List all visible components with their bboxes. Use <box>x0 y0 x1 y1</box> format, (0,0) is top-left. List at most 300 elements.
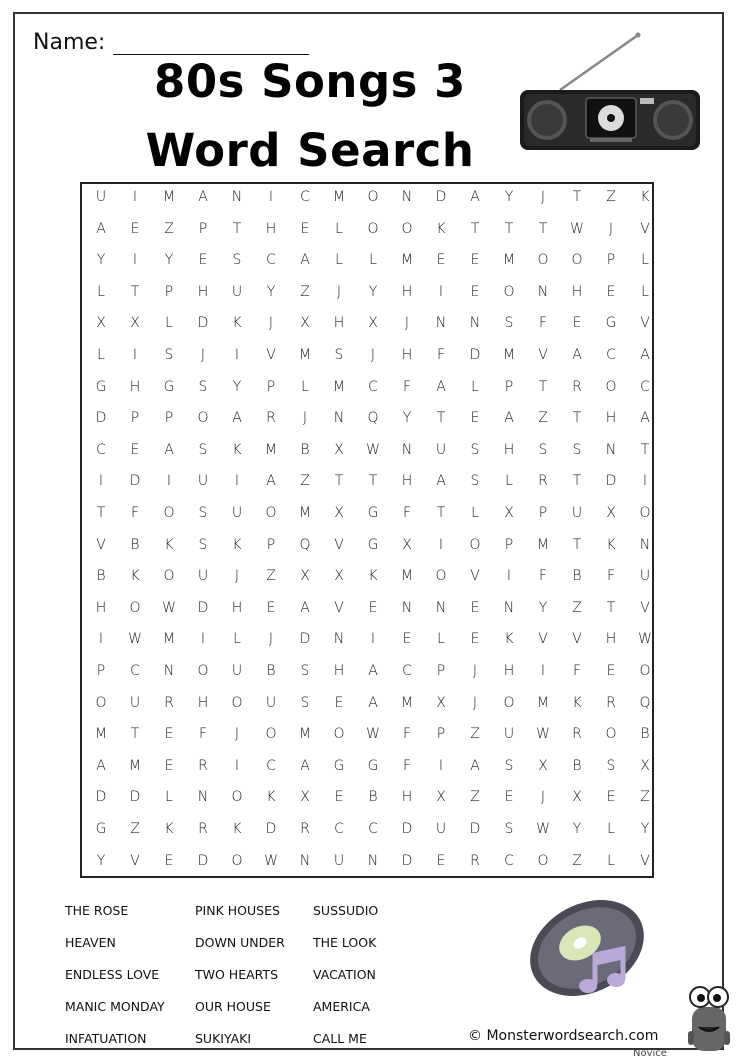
grid-letter[interactable]: M <box>502 347 516 363</box>
grid-letter[interactable]: D <box>265 821 277 837</box>
grid-letter[interactable]: L <box>97 283 105 300</box>
grid-letter[interactable]: L <box>301 378 309 395</box>
grid-letter[interactable]: X <box>538 757 548 774</box>
grid-letter[interactable]: O <box>163 568 175 585</box>
grid-letter[interactable]: M <box>128 757 142 774</box>
grid-letter[interactable]: A <box>436 473 446 490</box>
grid-letter[interactable]: E <box>572 315 582 332</box>
grid-letter[interactable]: J <box>268 315 274 332</box>
grid-letter[interactable]: H <box>401 347 413 363</box>
grid-letter[interactable]: D <box>95 789 107 806</box>
grid-letter[interactable]: D <box>401 852 413 869</box>
grid-letter[interactable]: C <box>266 252 276 269</box>
grid-letter[interactable]: H <box>333 315 345 332</box>
grid-letter[interactable]: I <box>166 473 172 490</box>
grid-letter[interactable]: D <box>95 410 107 427</box>
grid-letter[interactable]: L <box>97 347 105 363</box>
grid-letter[interactable]: B <box>130 536 140 553</box>
grid-letter[interactable]: N <box>435 599 447 616</box>
grid-letter[interactable]: P <box>130 410 140 427</box>
grid-letter[interactable]: C <box>368 821 378 837</box>
grid-letter[interactable]: Y <box>538 599 548 616</box>
grid-letter[interactable]: U <box>197 568 209 585</box>
grid-letter[interactable]: E <box>130 441 140 458</box>
grid-letter[interactable]: L <box>233 631 241 648</box>
grid-letter[interactable]: S <box>504 315 514 332</box>
grid-letter[interactable]: K <box>164 821 174 837</box>
grid-letter[interactable]: T <box>572 536 582 553</box>
grid-letter[interactable]: R <box>470 852 480 869</box>
grid-letter[interactable]: T <box>368 473 378 490</box>
grid-letter[interactable]: V <box>640 852 650 869</box>
grid-letter[interactable]: O <box>401 220 413 237</box>
grid-letter[interactable]: X <box>368 315 378 332</box>
grid-letter[interactable]: V <box>538 631 548 648</box>
grid-letter[interactable]: O <box>265 505 277 521</box>
grid-letter[interactable]: W <box>162 599 176 616</box>
grid-letter[interactable]: X <box>572 789 582 806</box>
grid-letter[interactable]: D <box>401 821 413 837</box>
grid-letter[interactable]: Y <box>96 252 106 269</box>
grid-letter[interactable]: N <box>367 852 379 869</box>
grid-letter[interactable]: F <box>402 726 412 743</box>
grid-letter[interactable]: I <box>438 283 444 300</box>
grid-letter[interactable]: X <box>334 568 344 585</box>
grid-letter[interactable]: F <box>538 315 548 332</box>
grid-letter[interactable]: M <box>400 568 414 585</box>
grid-letter[interactable]: Q <box>367 410 379 427</box>
grid-letter[interactable]: X <box>300 315 310 332</box>
grid-letter[interactable]: H <box>605 631 617 648</box>
grid-letter[interactable]: T <box>130 283 140 300</box>
grid-letter[interactable]: C <box>640 378 650 395</box>
grid-letter[interactable]: W <box>366 726 380 743</box>
grid-letter[interactable]: L <box>607 852 615 869</box>
grid-letter[interactable]: R <box>606 694 616 711</box>
grid-letter[interactable]: M <box>298 505 312 521</box>
grid-letter[interactable]: U <box>197 473 209 490</box>
grid-letter[interactable]: M <box>298 726 312 743</box>
grid-letter[interactable]: Z <box>130 821 140 837</box>
grid-letter[interactable]: D <box>469 347 481 363</box>
grid-letter[interactable]: V <box>538 347 548 363</box>
grid-letter[interactable]: P <box>164 410 174 427</box>
grid-letter[interactable]: P <box>504 536 514 553</box>
grid-letter[interactable]: T <box>640 441 650 458</box>
grid-letter[interactable]: U <box>639 568 651 585</box>
grid-letter[interactable]: P <box>538 505 548 521</box>
grid-letter[interactable]: I <box>506 568 512 585</box>
grid-letter[interactable]: P <box>198 220 208 237</box>
grid-letter[interactable]: I <box>540 663 546 679</box>
grid-letter[interactable]: E <box>198 252 208 269</box>
grid-letter[interactable]: A <box>232 410 242 427</box>
grid-letter[interactable]: R <box>572 726 582 743</box>
grid-letter[interactable]: P <box>96 663 106 679</box>
grid-letter[interactable]: E <box>470 631 480 648</box>
grid-letter[interactable]: X <box>436 789 446 806</box>
grid-letter[interactable]: E <box>470 283 480 300</box>
grid-letter[interactable]: T <box>334 473 344 490</box>
grid-letter[interactable]: W <box>570 220 584 237</box>
grid-letter[interactable]: R <box>198 757 208 774</box>
grid-letter[interactable]: J <box>608 220 614 237</box>
grid-letter[interactable]: O <box>537 252 549 269</box>
grid-letter[interactable]: I <box>268 189 274 205</box>
grid-letter[interactable]: K <box>232 821 242 837</box>
grid-letter[interactable]: D <box>435 189 447 205</box>
grid-letter[interactable]: H <box>401 789 413 806</box>
grid-letter[interactable]: O <box>163 505 175 521</box>
grid-letter[interactable]: E <box>606 283 616 300</box>
grid-letter[interactable]: H <box>401 283 413 300</box>
grid-letter[interactable]: O <box>639 663 651 679</box>
grid-letter[interactable]: J <box>234 726 240 743</box>
grid-letter[interactable]: D <box>129 789 141 806</box>
grid-letter[interactable]: N <box>605 441 617 458</box>
grid-letter[interactable]: E <box>334 694 344 711</box>
grid-letter[interactable]: O <box>639 505 651 521</box>
grid-letter[interactable]: M <box>264 441 278 458</box>
grid-letter[interactable]: S <box>232 252 242 269</box>
grid-letter[interactable]: J <box>404 315 410 332</box>
grid-letter[interactable]: P <box>436 726 446 743</box>
grid-letter[interactable]: G <box>367 536 379 553</box>
grid-letter[interactable]: K <box>436 220 446 237</box>
grid-letter[interactable]: O <box>537 852 549 869</box>
grid-letter[interactable]: M <box>332 189 346 205</box>
grid-letter[interactable]: G <box>605 315 617 332</box>
grid-letter[interactable]: H <box>503 441 515 458</box>
grid-letter[interactable]: X <box>300 789 310 806</box>
grid-letter[interactable]: H <box>197 283 209 300</box>
grid-letter[interactable]: K <box>504 631 514 648</box>
grid-letter[interactable]: A <box>368 694 378 711</box>
grid-letter[interactable]: A <box>300 757 310 774</box>
grid-letter[interactable]: O <box>333 726 345 743</box>
grid-letter[interactable]: U <box>435 441 447 458</box>
grid-letter[interactable]: E <box>606 789 616 806</box>
grid-letter[interactable]: E <box>164 726 174 743</box>
grid-letter[interactable]: U <box>435 821 447 837</box>
grid-letter[interactable]: N <box>299 852 311 869</box>
grid-letter[interactable]: O <box>367 189 379 205</box>
grid-letter[interactable]: B <box>640 726 650 743</box>
grid-letter[interactable]: N <box>401 599 413 616</box>
grid-letter[interactable]: U <box>129 694 141 711</box>
grid-letter[interactable]: T <box>436 505 446 521</box>
grid-letter[interactable]: T <box>504 220 514 237</box>
grid-letter[interactable]: I <box>200 631 206 648</box>
grid-letter[interactable]: A <box>300 599 310 616</box>
grid-letter[interactable]: I <box>132 252 138 269</box>
grid-letter[interactable]: I <box>642 473 648 490</box>
grid-letter[interactable]: S <box>198 441 208 458</box>
grid-letter[interactable]: X <box>334 441 344 458</box>
grid-letter[interactable]: V <box>130 852 140 869</box>
grid-letter[interactable]: H <box>503 663 515 679</box>
grid-letter[interactable]: N <box>333 631 345 648</box>
grid-letter[interactable]: D <box>469 821 481 837</box>
grid-letter[interactable]: W <box>638 631 652 648</box>
grid-letter[interactable]: V <box>96 536 106 553</box>
grid-letter[interactable]: G <box>95 378 107 395</box>
grid-letter[interactable]: H <box>95 599 107 616</box>
grid-letter[interactable]: Z <box>164 220 174 237</box>
grid-letter[interactable]: Z <box>538 410 548 427</box>
grid-letter[interactable]: S <box>198 536 208 553</box>
grid-letter[interactable]: B <box>368 789 378 806</box>
grid-letter[interactable]: F <box>572 663 582 679</box>
grid-letter[interactable]: O <box>503 694 515 711</box>
grid-letter[interactable]: F <box>436 347 446 363</box>
grid-letter[interactable]: D <box>605 473 617 490</box>
grid-letter[interactable]: W <box>536 726 550 743</box>
grid-letter[interactable]: K <box>130 568 140 585</box>
grid-letter[interactable]: E <box>470 252 480 269</box>
grid-letter[interactable]: C <box>266 757 276 774</box>
grid-letter[interactable]: J <box>268 631 274 648</box>
grid-letter[interactable]: B <box>572 568 582 585</box>
grid-letter[interactable]: X <box>300 568 310 585</box>
grid-letter[interactable]: N <box>537 283 549 300</box>
grid-letter[interactable]: D <box>197 599 209 616</box>
grid-letter[interactable]: A <box>96 757 106 774</box>
grid-letter[interactable]: P <box>266 536 276 553</box>
grid-letter[interactable]: X <box>96 315 106 332</box>
grid-letter[interactable]: S <box>300 663 310 679</box>
grid-letter[interactable]: O <box>367 220 379 237</box>
grid-letter[interactable]: M <box>332 378 346 395</box>
grid-letter[interactable]: T <box>96 505 106 521</box>
grid-letter[interactable]: I <box>98 473 104 490</box>
grid-letter[interactable]: T <box>538 220 548 237</box>
grid-letter[interactable]: O <box>605 726 617 743</box>
grid-letter[interactable]: V <box>334 599 344 616</box>
grid-letter[interactable]: S <box>504 821 514 837</box>
grid-letter[interactable]: R <box>572 378 582 395</box>
grid-letter[interactable]: V <box>640 315 650 332</box>
grid-letter[interactable]: E <box>402 631 412 648</box>
grid-letter[interactable]: N <box>401 441 413 458</box>
grid-letter[interactable]: A <box>198 189 208 205</box>
grid-letter[interactable]: W <box>264 852 278 869</box>
grid-letter[interactable]: N <box>503 599 515 616</box>
grid-letter[interactable]: A <box>164 441 174 458</box>
grid-letter[interactable]: V <box>640 220 650 237</box>
grid-letter[interactable]: E <box>300 220 310 237</box>
grid-letter[interactable]: O <box>197 410 209 427</box>
grid-letter[interactable]: L <box>437 631 445 648</box>
grid-letter[interactable]: F <box>402 505 412 521</box>
grid-letter[interactable]: M <box>400 694 414 711</box>
grid-letter[interactable]: M <box>536 536 550 553</box>
grid-letter[interactable]: P <box>266 378 276 395</box>
grid-letter[interactable]: K <box>640 189 650 205</box>
grid-letter[interactable]: E <box>266 599 276 616</box>
grid-letter[interactable]: Z <box>470 726 480 743</box>
grid-letter[interactable]: T <box>538 378 548 395</box>
grid-letter[interactable]: S <box>606 757 616 774</box>
grid-letter[interactable]: C <box>504 852 514 869</box>
grid-letter[interactable]: I <box>98 631 104 648</box>
grid-letter[interactable]: O <box>95 694 107 711</box>
grid-letter[interactable]: Z <box>300 473 310 490</box>
grid-letter[interactable]: L <box>369 252 377 269</box>
grid-letter[interactable]: Z <box>606 189 616 205</box>
grid-letter[interactable]: X <box>436 694 446 711</box>
grid-letter[interactable]: D <box>129 473 141 490</box>
grid-letter[interactable]: G <box>333 757 345 774</box>
grid-letter[interactable]: Y <box>368 283 378 300</box>
grid-letter[interactable]: G <box>95 821 107 837</box>
grid-letter[interactable]: K <box>572 694 582 711</box>
grid-letter[interactable]: Z <box>266 568 276 585</box>
grid-letter[interactable]: K <box>232 536 242 553</box>
grid-letter[interactable]: V <box>266 347 276 363</box>
grid-letter[interactable]: C <box>334 821 344 837</box>
grid-letter[interactable]: U <box>333 852 345 869</box>
grid-letter[interactable]: T <box>572 410 582 427</box>
name-blank-line[interactable] <box>113 31 309 55</box>
grid-letter[interactable]: U <box>571 505 583 521</box>
grid-letter[interactable]: C <box>606 347 616 363</box>
grid-letter[interactable]: J <box>370 347 376 363</box>
grid-letter[interactable]: N <box>163 663 175 679</box>
grid-letter[interactable]: O <box>129 599 141 616</box>
grid-letter[interactable]: L <box>641 283 649 300</box>
grid-letter[interactable]: O <box>503 283 515 300</box>
grid-letter[interactable]: X <box>334 505 344 521</box>
grid-letter[interactable]: F <box>198 726 208 743</box>
grid-letter[interactable]: J <box>200 347 206 363</box>
grid-letter[interactable]: F <box>130 505 140 521</box>
grid-letter[interactable]: C <box>368 378 378 395</box>
grid-letter[interactable]: C <box>402 663 412 679</box>
grid-letter[interactable]: H <box>129 378 141 395</box>
grid-letter[interactable]: E <box>470 599 480 616</box>
grid-letter[interactable]: O <box>571 252 583 269</box>
grid-letter[interactable]: A <box>300 252 310 269</box>
grid-letter[interactable]: O <box>231 694 243 711</box>
grid-letter[interactable]: C <box>96 441 106 458</box>
grid-letter[interactable]: T <box>606 599 616 616</box>
grid-letter[interactable]: O <box>469 536 481 553</box>
grid-letter[interactable]: N <box>401 189 413 205</box>
grid-letter[interactable]: X <box>504 505 514 521</box>
grid-letter[interactable]: Z <box>572 599 582 616</box>
grid-letter[interactable]: O <box>231 852 243 869</box>
grid-letter[interactable]: H <box>333 663 345 679</box>
grid-letter[interactable]: A <box>368 663 378 679</box>
grid-letter[interactable]: M <box>94 726 108 743</box>
grid-letter[interactable]: A <box>470 189 480 205</box>
grid-letter[interactable]: D <box>299 631 311 648</box>
grid-letter[interactable]: K <box>164 536 174 553</box>
grid-letter[interactable]: R <box>164 694 174 711</box>
grid-letter[interactable]: B <box>266 663 276 679</box>
grid-letter[interactable]: N <box>231 189 243 205</box>
grid-letter[interactable]: T <box>470 220 480 237</box>
grid-letter[interactable]: U <box>231 505 243 521</box>
grid-letter[interactable]: G <box>163 378 175 395</box>
grid-letter[interactable]: E <box>606 663 616 679</box>
grid-letter[interactable]: Y <box>164 252 174 269</box>
grid-letter[interactable]: J <box>540 189 546 205</box>
grid-letter[interactable]: J <box>302 410 308 427</box>
grid-letter[interactable]: X <box>402 536 412 553</box>
grid-letter[interactable]: E <box>164 757 174 774</box>
grid-letter[interactable]: U <box>231 283 243 300</box>
grid-letter[interactable]: A <box>436 378 446 395</box>
grid-letter[interactable]: V <box>470 568 480 585</box>
grid-letter[interactable]: B <box>572 757 582 774</box>
grid-letter[interactable]: G <box>367 505 379 521</box>
grid-letter[interactable]: J <box>336 283 342 300</box>
grid-letter[interactable]: W <box>366 441 380 458</box>
grid-letter[interactable]: Q <box>639 694 651 711</box>
grid-letter[interactable]: C <box>300 189 310 205</box>
grid-letter[interactable]: V <box>640 599 650 616</box>
grid-letter[interactable]: B <box>300 441 310 458</box>
grid-letter[interactable]: J <box>540 789 546 806</box>
grid-letter[interactable]: P <box>504 378 514 395</box>
grid-letter[interactable]: A <box>266 473 276 490</box>
grid-letter[interactable]: L <box>335 220 343 237</box>
grid-letter[interactable]: J <box>234 568 240 585</box>
grid-letter[interactable]: A <box>470 757 480 774</box>
grid-letter[interactable]: L <box>471 505 479 521</box>
grid-letter[interactable]: R <box>538 473 548 490</box>
grid-letter[interactable]: I <box>438 536 444 553</box>
grid-letter[interactable]: M <box>502 252 516 269</box>
grid-letter[interactable]: I <box>234 473 240 490</box>
grid-letter[interactable]: N <box>435 315 447 332</box>
grid-letter[interactable]: S <box>538 441 548 458</box>
grid-letter[interactable]: L <box>165 789 173 806</box>
grid-letter[interactable]: S <box>300 694 310 711</box>
grid-letter[interactable]: H <box>197 694 209 711</box>
grid-letter[interactable]: M <box>400 252 414 269</box>
grid-letter[interactable]: T <box>130 726 140 743</box>
grid-letter[interactable]: X <box>640 757 650 774</box>
grid-letter[interactable]: M <box>298 347 312 363</box>
grid-letter[interactable]: N <box>333 410 345 427</box>
grid-letter[interactable]: Q <box>299 536 311 553</box>
grid-letter[interactable]: Y <box>266 283 276 300</box>
grid-letter[interactable]: E <box>368 599 378 616</box>
grid-letter[interactable]: F <box>606 568 616 585</box>
grid-letter[interactable]: M <box>536 694 550 711</box>
grid-letter[interactable]: Y <box>640 821 650 837</box>
grid-letter[interactable]: O <box>265 726 277 743</box>
grid-letter[interactable]: P <box>436 663 446 679</box>
grid-letter[interactable]: L <box>471 378 479 395</box>
grid-letter[interactable]: V <box>572 631 582 648</box>
grid-letter[interactable]: I <box>132 189 138 205</box>
grid-letter[interactable]: F <box>402 378 412 395</box>
grid-letter[interactable]: Z <box>572 852 582 869</box>
grid-letter[interactable]: M <box>162 189 176 205</box>
grid-letter[interactable]: Z <box>300 283 310 300</box>
grid-letter[interactable]: S <box>334 347 344 363</box>
grid-letter[interactable]: A <box>504 410 514 427</box>
grid-letter[interactable]: I <box>234 347 240 363</box>
grid-letter[interactable]: T <box>572 473 582 490</box>
grid-letter[interactable]: Z <box>640 789 650 806</box>
grid-letter[interactable]: M <box>162 631 176 648</box>
grid-letter[interactable]: H <box>605 410 617 427</box>
